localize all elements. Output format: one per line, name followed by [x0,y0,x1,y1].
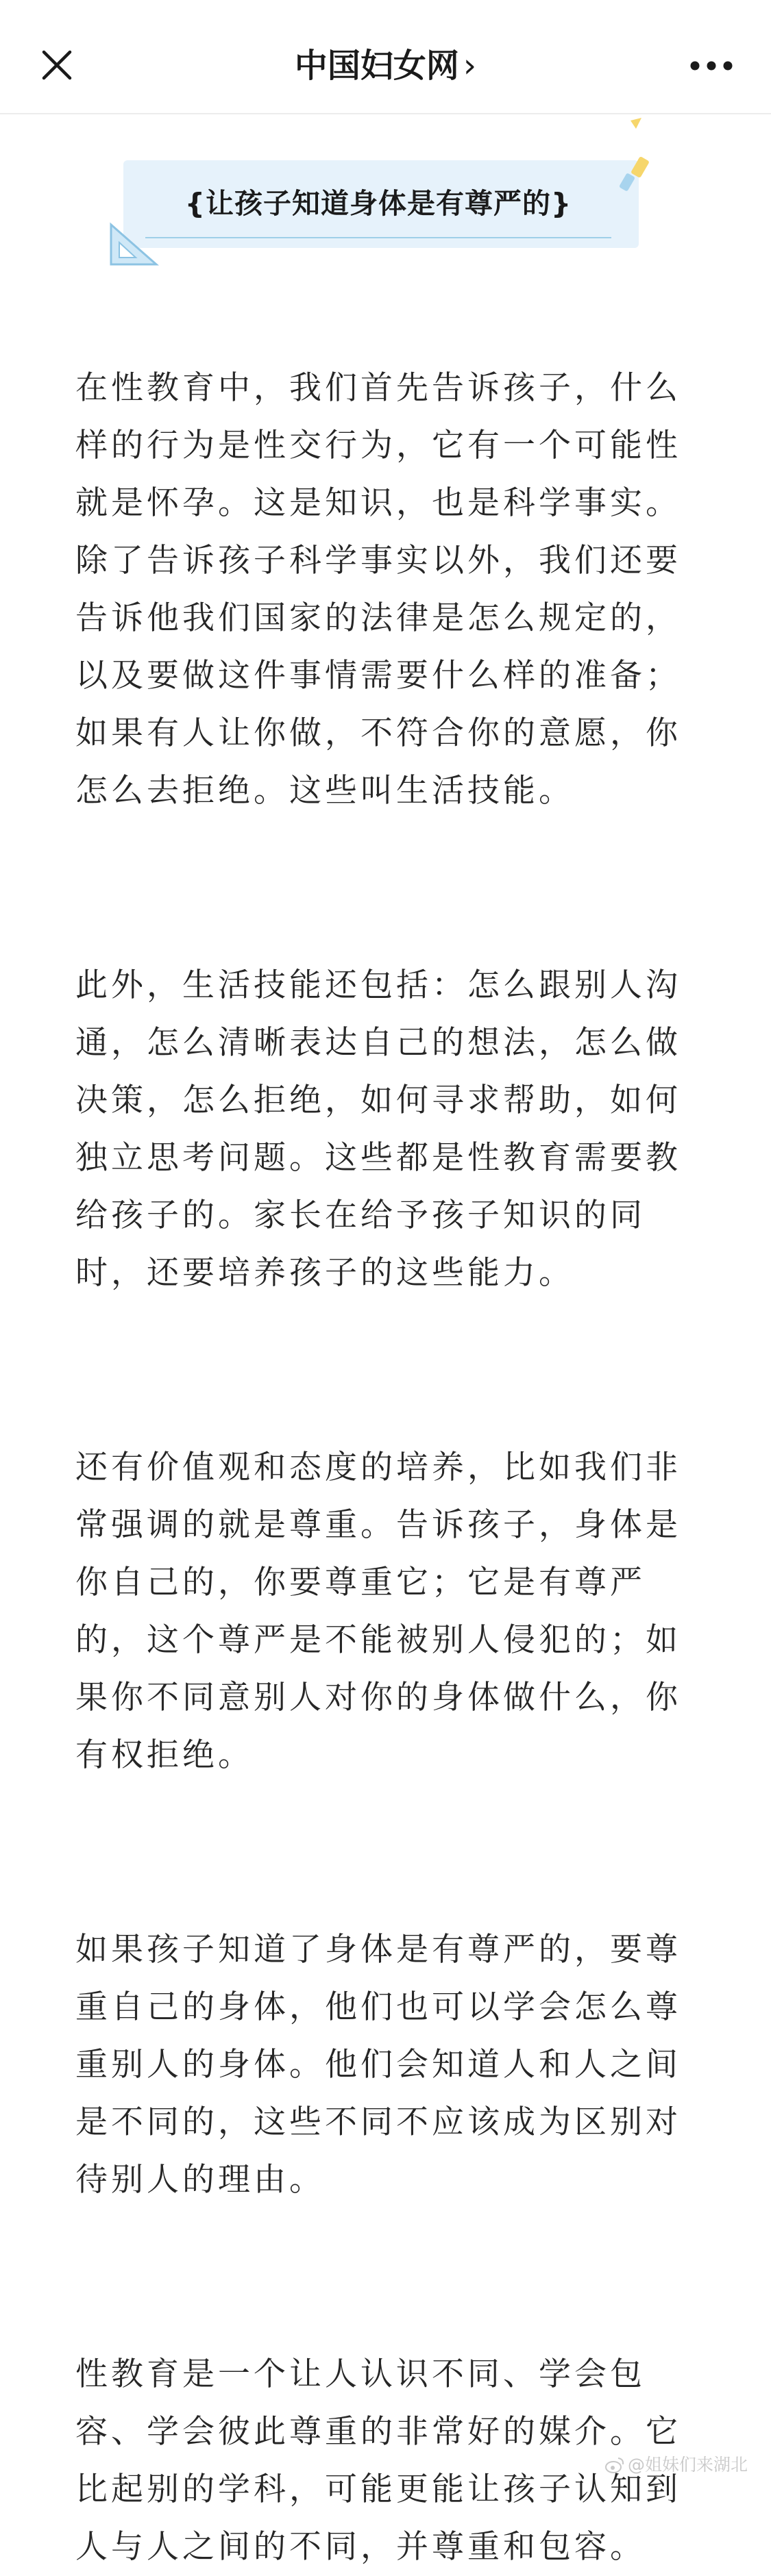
weibo-logo-icon [604,2456,625,2474]
weibo-watermark [604,2455,748,2475]
chevron-right-icon: › [463,47,477,85]
article-heading-banner [118,156,639,252]
account-name: 中国妇女网 [294,47,459,85]
article-paragraph-4: 如果孩子知道了身体是有尊严的，要尊重自己的身体，他们也可以学会怎么尊重别人的身体。他们会知道人和人之间是不同的，这些不同不应该成为区别对待别人的理由。 [75,1931,681,2199]
more-options-icon[interactable] [689,58,734,74]
top-nav-bar [0,0,771,114]
article-paragraph-3: 还有价值观和态度的培养，比如我们非常强调的就是尊重。告诉孩子，身体是你自己的，你要尊重它；它是有尊严的，这个尊严是不能被别人侵犯的；如果你不同意别人对你的身体做什么，你有权拒绝。 [75,1449,681,1774]
pencil-decoration-icon [602,115,657,204]
article-paragraph-5: 性教育是一个让人认识不同、学会包容、学会彼此尊重的非常好的媒介。它比起别的学科，可能更能让孩子认知到人与人之间的不同，并尊重和包容。 [75,2355,681,2566]
article-body [75,360,702,2576]
banner-underline [145,237,611,238]
article-paragraph-2: 此外，生活技能还包括：怎么跟别人沟通，怎么清晰表达自己的想法，怎么做决策，怎么拒绝，如何寻求帮助，如何独立思考问题。这些都是性教育需要教给孩子的。家长在给予孩子知识的同时，还要培养孩子的这些能力。 [75,966,681,1292]
account-title-link[interactable] [0,45,771,86]
triangle-ruler-icon [108,222,159,267]
article-paragraph-1: 在性教育中，我们首先告诉孩子，什么样的行为是性交行为，它有一个可能性就是怀孕。这是知识，也是科学事实。除了告诉孩子科学事实以外，我们还要告诉他我们国家的法律是怎么规定的，以及要做这件事情需要什么样的准备；如果有人让你做，不符合你的意愿，你怎么去拒绝。这些叫生活技能。 [75,369,681,810]
article-heading: {让孩子知道身体是有尊严的} [184,187,572,220]
watermark-text: @姐妹们来湖北 [627,2455,748,2475]
